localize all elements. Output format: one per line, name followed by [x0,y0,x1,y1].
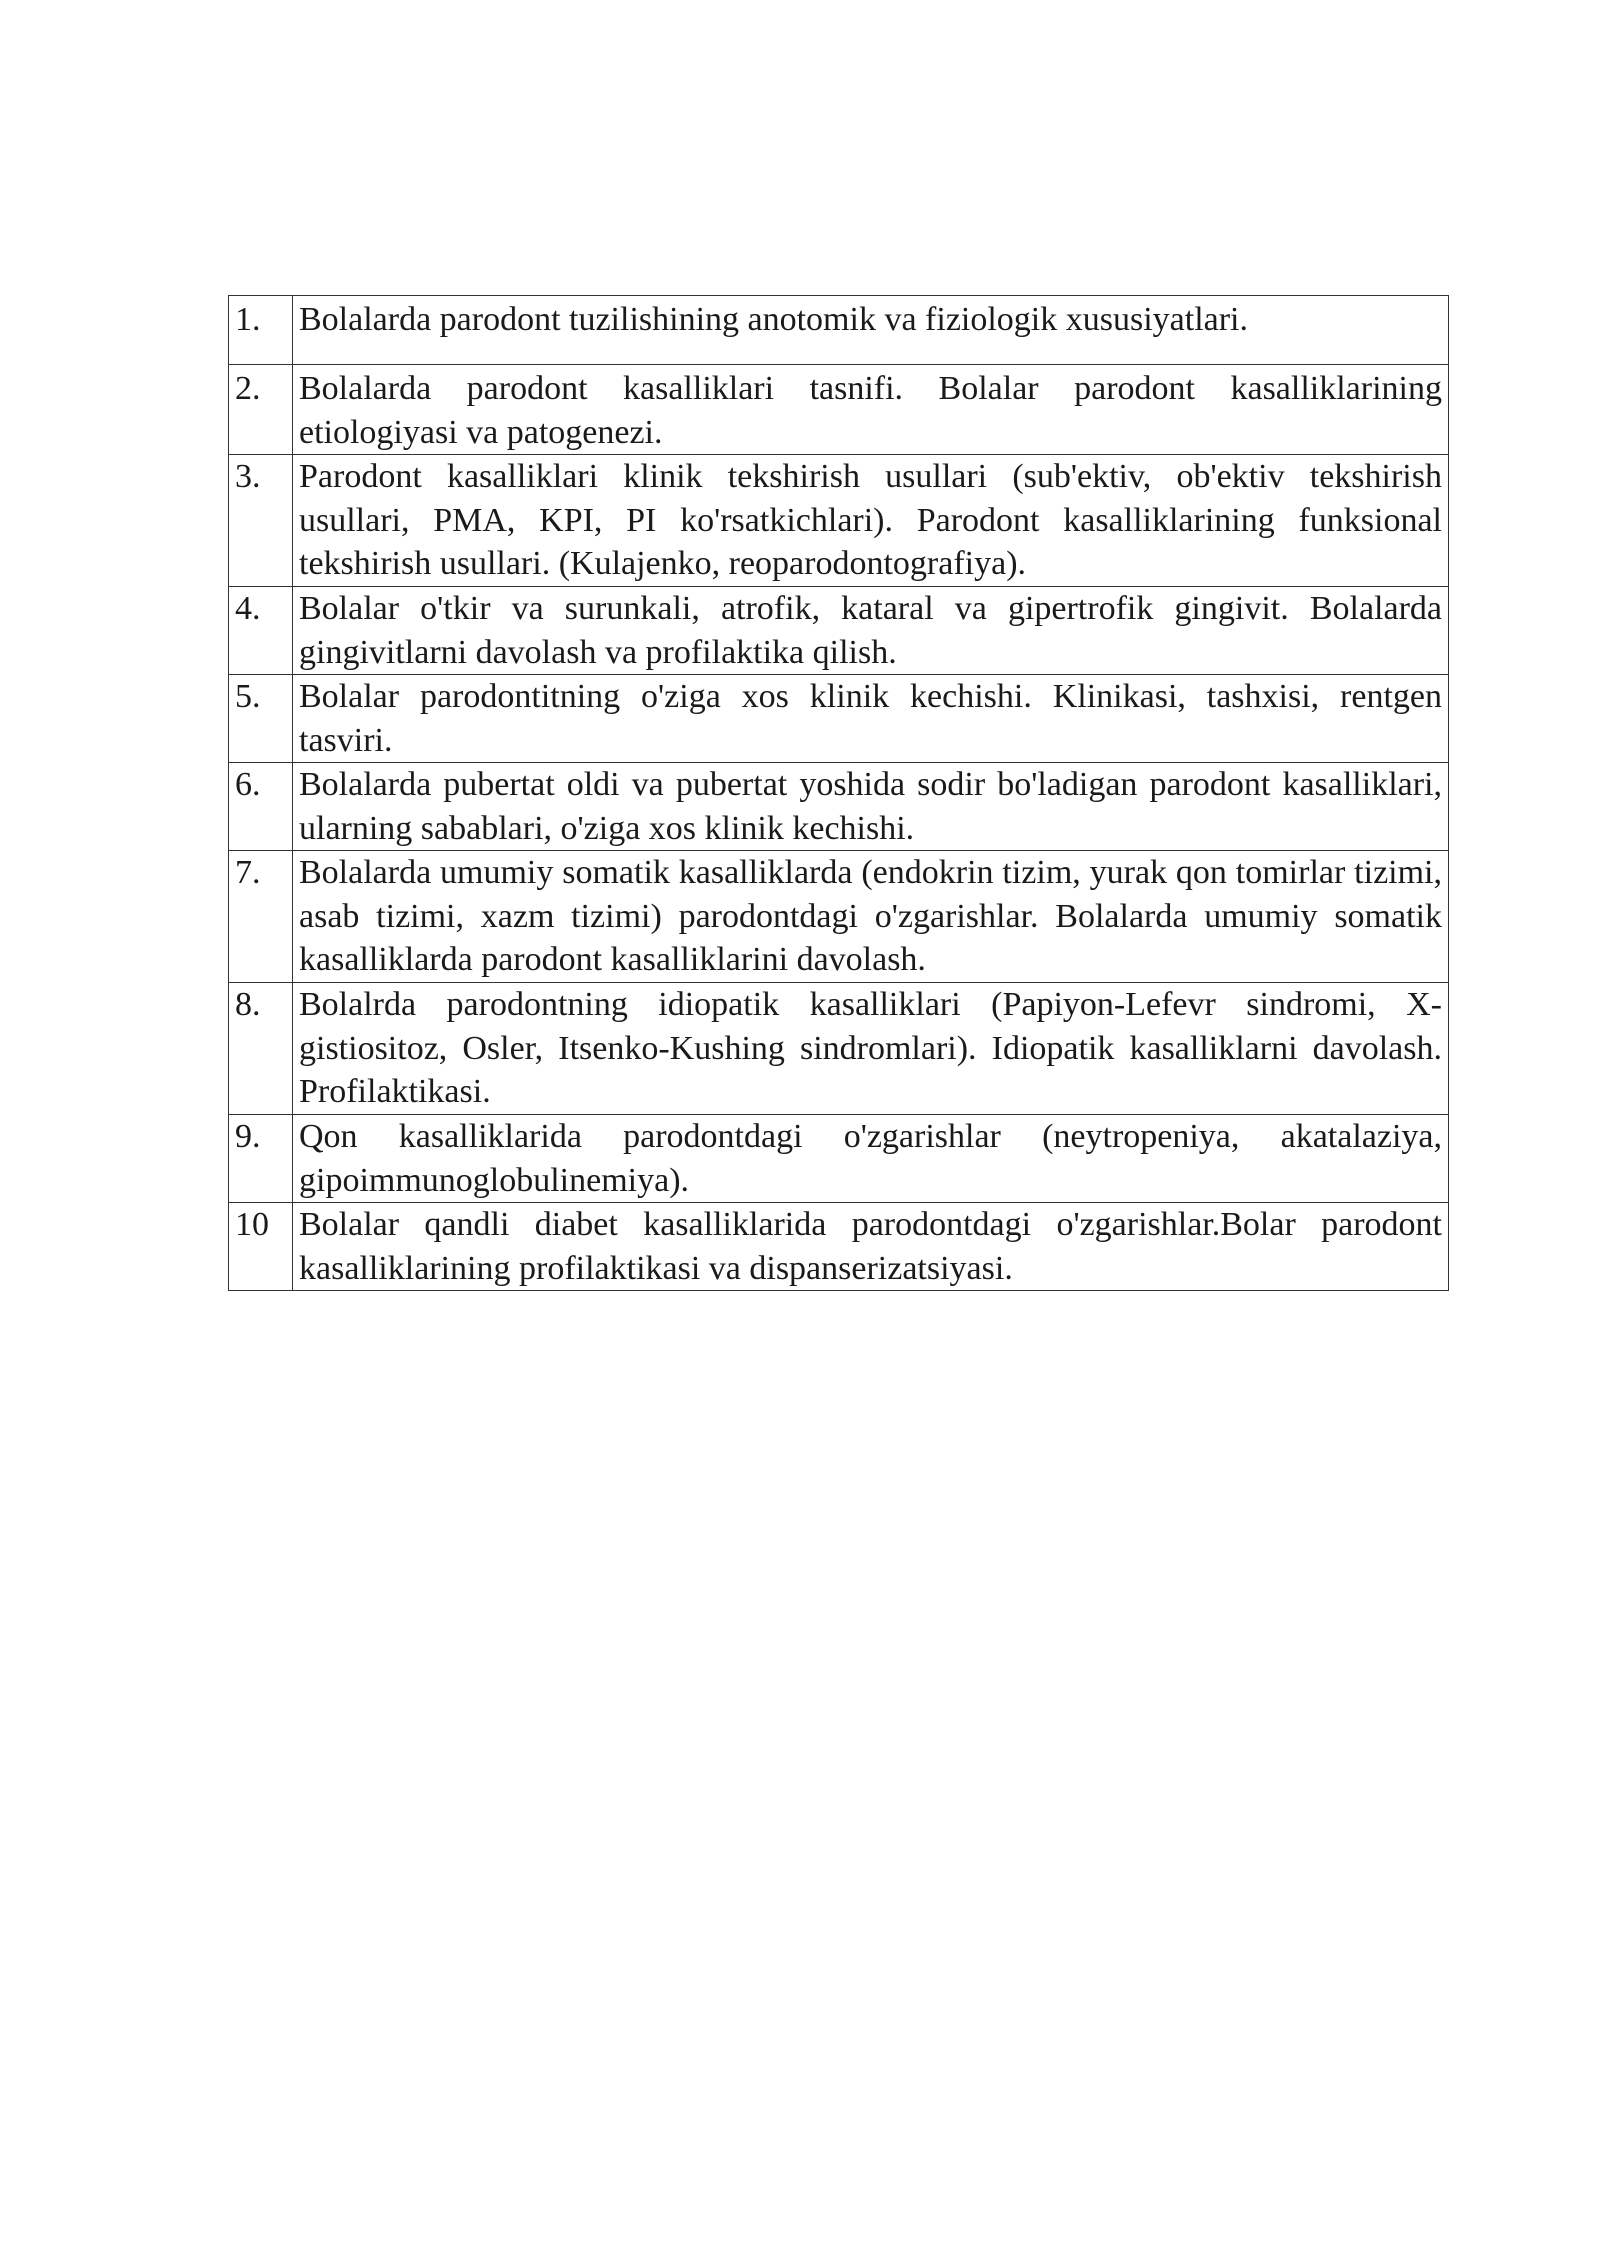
table-row [229,851,1449,983]
topic-number: 6. [229,763,293,851]
table-row [229,675,1449,763]
table-row [229,983,1449,1115]
topic-number: 2. [229,365,293,455]
table-row [229,1203,1449,1291]
table-row [229,1115,1449,1203]
topic-number: 10 [229,1203,293,1291]
topic-number: 7. [229,851,293,983]
topic-number: 9. [229,1115,293,1203]
topic-number: 4. [229,587,293,675]
table-row [229,296,1449,365]
topic-text: Bolalarda umumiy somatik kasalliklarda (endokrin tizim, yurak qon tomirlar tizimi, asab tizimi, xazm tizimi) parodontdagi o'zgarishlar. Bolalarda umumiy somatik kasalliklarda parodont kasalliklarini davolash. [293,851,1449,983]
topic-text: Bolalar qandli diabet kasalliklarida parodontdagi o'zgarishlar.Bolar parodont kasalliklarining profilaktikasi va dispanserizatsiyasi. [293,1203,1449,1291]
topic-number: 8. [229,983,293,1115]
topic-number: 1. [229,296,293,365]
table-row [229,455,1449,587]
topic-text: Bolalarda pubertat oldi va pubertat yoshida sodir bo'ladigan parodont kasalliklari, ularning sabablari, o'ziga xos klinik kechishi. [293,763,1449,851]
topic-text: Parodont kasalliklari klinik tekshirish usullari (sub'ektiv, ob'ektiv tekshirish usullari, PMA, KPI, PI ko'rsatkichlari). Parodont kasalliklarining funksional tekshirish usullari. (Kulajenko, reoparodontografiya). [293,455,1449,587]
topic-text: Bolalar parodontitning o'ziga xos klinik kechishi. Klinikasi, tashxisi, rentgen tasviri. [293,675,1449,763]
topic-text: Bolalarda parodont tuzilishining anotomik va fiziologik xususiyatlari. [293,296,1449,365]
topic-text: Bolalrda parodontning idiopatik kasalliklari (Papiyon-Lefevr sindromi, X-gistiositoz, Osler, Itsenko-Kushing sindromlari). Idiopatik kasalliklarni davolash. Profilaktikasi. [293,983,1449,1115]
table-row [229,763,1449,851]
topic-text: Bolalarda parodont kasalliklari tasnifi. Bolalar parodont kasalliklarining etiologiyasi va patogenezi. [293,365,1449,455]
topics-table [228,295,1449,1291]
topic-text: Bolalar o'tkir va surunkali, atrofik, kataral va gipertrofik gingivit. Bolalarda gingivitlarni davolash va profilaktika qilish. [293,587,1449,675]
table-row [229,365,1449,455]
topic-number: 5. [229,675,293,763]
table-row [229,587,1449,675]
topic-number: 3. [229,455,293,587]
topic-text: Qon kasalliklarida parodontdagi o'zgarishlar (neytropeniya, akatalaziya, gipoimmunoglobulinemiya). [293,1115,1449,1203]
